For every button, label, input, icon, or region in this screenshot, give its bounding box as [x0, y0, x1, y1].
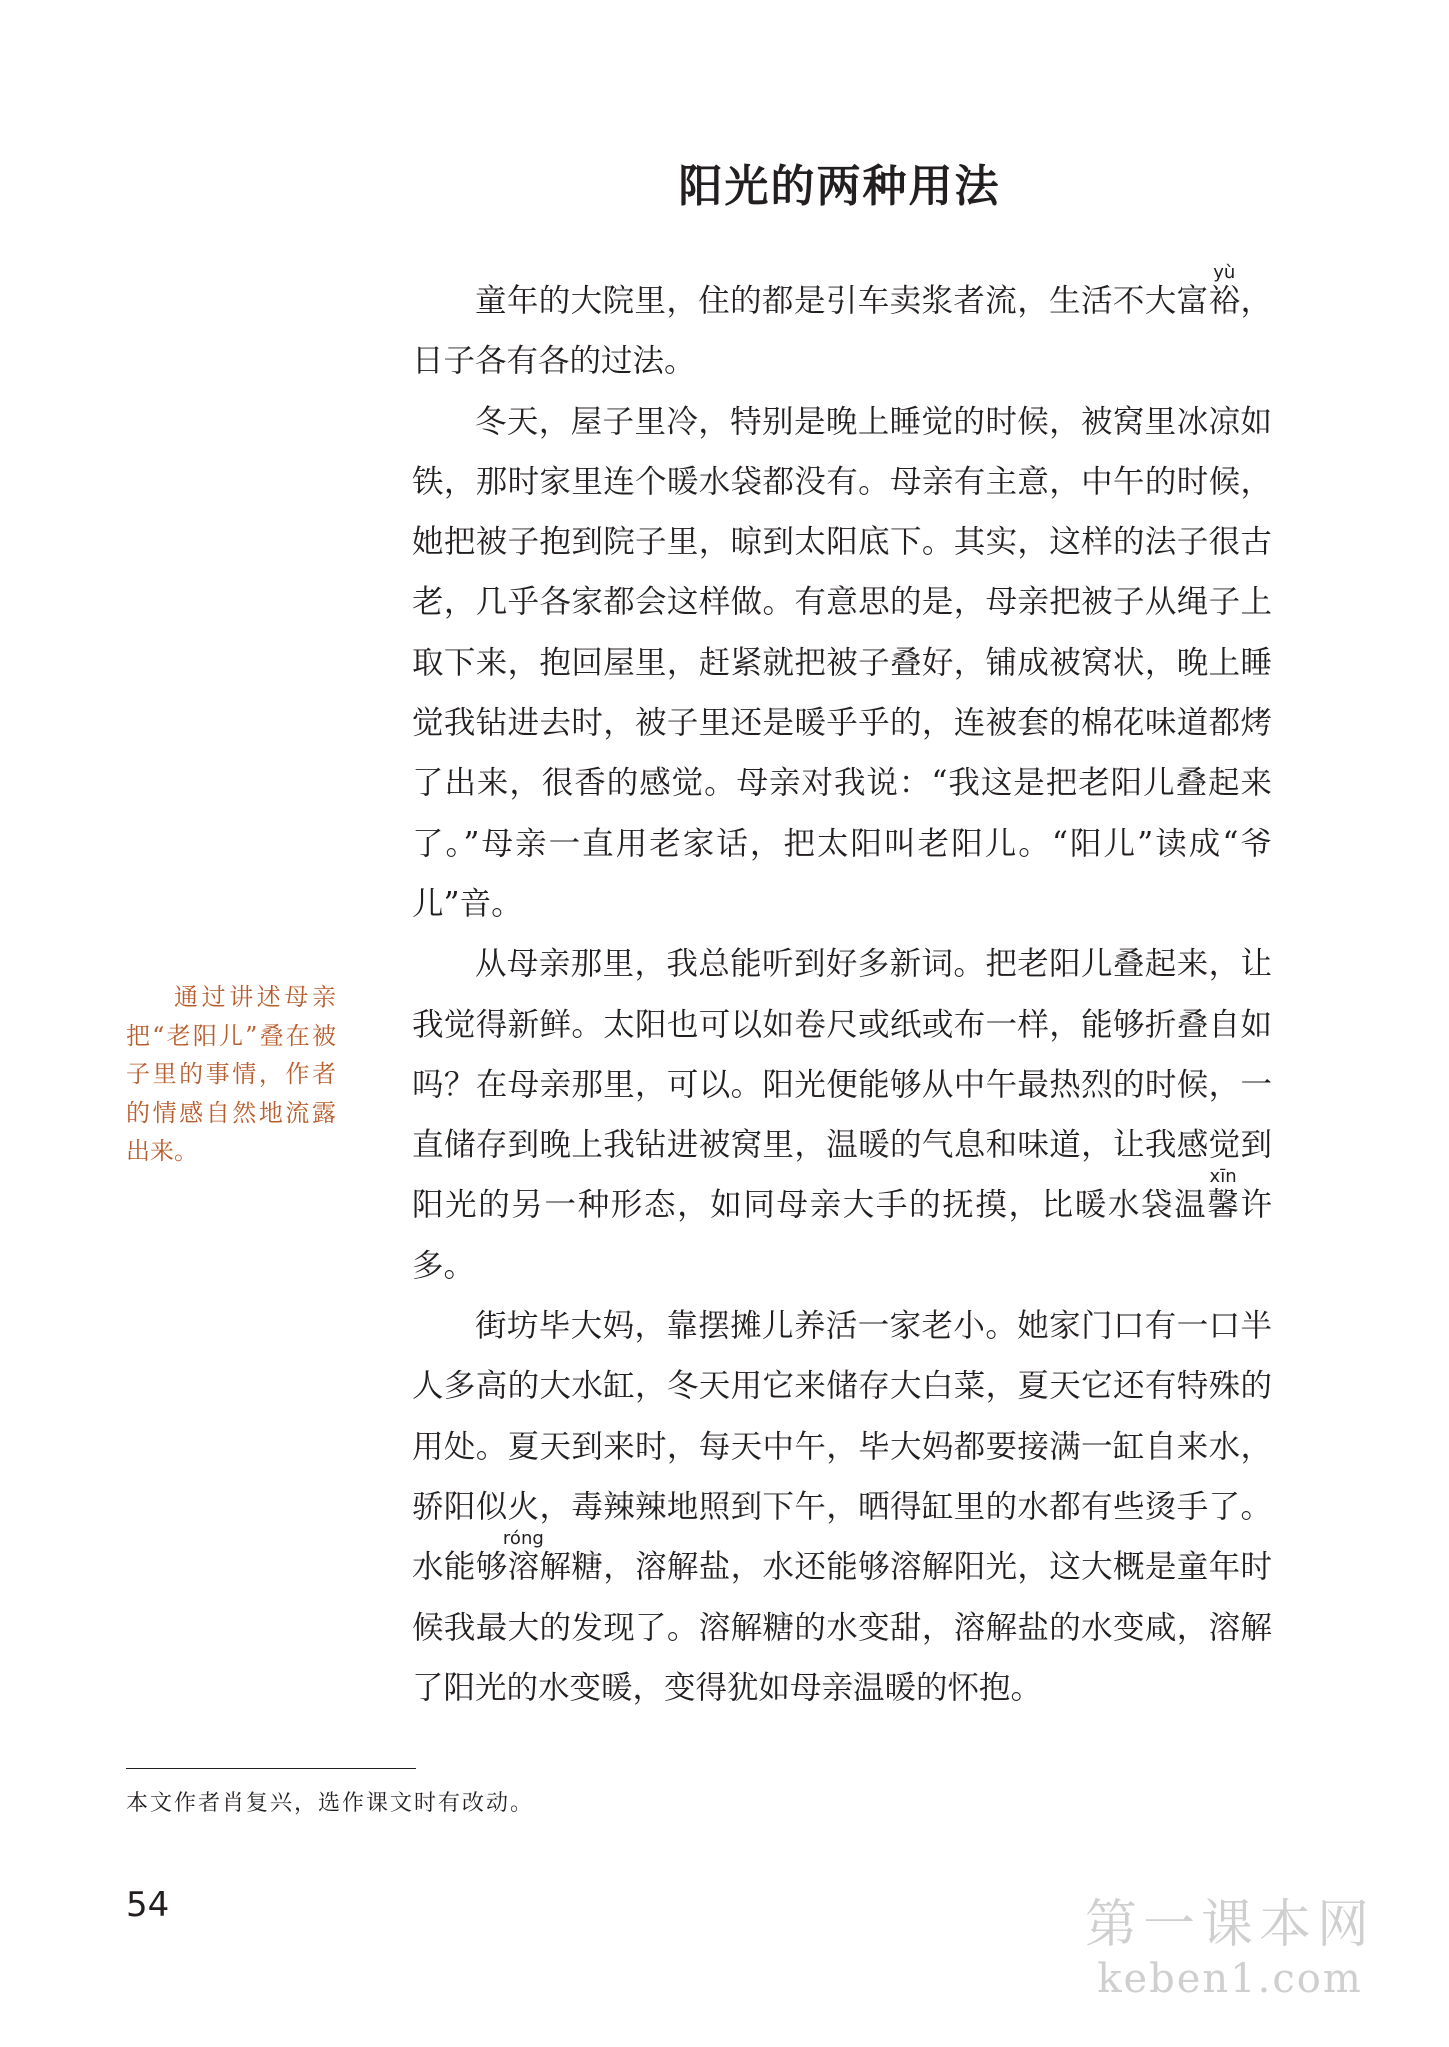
paragraph-text: 童年的大院里，住的都是引车卖浆者流，生活不大富 — [475, 283, 1209, 319]
pinyin-annotation: 裕yù — [1208, 262, 1241, 319]
article-body — [412, 264, 1272, 1718]
paragraph-3 — [412, 934, 1272, 1296]
paragraph-text: 从母亲那里，我总能听到好多新词。把老阳儿叠起来，让我觉得新鲜。太阳也可以如卷尺或纸或布一样，能够折叠自如吗？在母亲那里，可以。阳光便能够从中午最热烈的时候，一直储存到晚上我钻进被窝里，温暖的气息和味道，让我感觉到阳光的另一种形态，如同母亲大手的抚摸，比暖水袋温 — [412, 946, 1272, 1224]
article-title: 阳光的两种用法 — [678, 161, 1001, 212]
watermark — [1080, 1895, 1380, 2003]
pinyin-annotation: 馨xīn — [1207, 1166, 1241, 1224]
paragraph-1 — [412, 264, 1272, 392]
pinyin-annotation: 溶róng — [502, 1528, 544, 1586]
paragraph-text: 解糖，溶解盐，水还能够溶解阳光，这大概是童年时候我最大的发现了。溶解糖的水变甜，溶解盐的水变咸，溶解了阳光的水变暖，变得犹如母亲温暖的怀抱。 — [412, 1549, 1272, 1706]
margin-annotation: 通过讲述母亲把“老阳儿”叠在被子里的事情，作者的情感自然地流露出来。 — [126, 983, 336, 1165]
footnote-divider — [126, 1768, 416, 1769]
paragraph-text: 街坊毕大妈，靠摆摊儿养活一家老小。她家门口有一口半人多高的大水缸，冬天用它来储存大白菜，夏天它还有特殊的用处。夏天到来时，每天中午，毕大妈都要接满一缸自来水，骄阳似火，毒辣辣地照到下午，晒得缸里的水都有些烫手了。水能够 — [412, 1308, 1272, 1586]
watermark-url: keben1.com — [1097, 1956, 1363, 2002]
footnote: 本文作者肖复兴，选作课文时有改动。 — [126, 1791, 535, 1816]
paragraph-4 — [412, 1296, 1272, 1718]
page-number: 54 — [126, 1885, 170, 1925]
watermark-title: 第一课本网 — [1084, 1895, 1375, 1955]
paragraph-text: 许多。 — [412, 1187, 1272, 1284]
paragraph-text: ，日子各有各的过法。 — [412, 283, 1272, 380]
paragraph-2: 冬天，屋子里冷，特别是晚上睡觉的时候，被窝里冰凉如铁，那时家里连个暖水袋都没有。母亲有主意，中午的时候，她把被子抱到院子里，晾到太阳底下。其实，这样的法子很古老，几乎各家都会这样做。有意思的是，母亲把被子从绳子上取下来，抱回屋里，赶紧就把被子叠好，铺成被窝状，晚上睡觉我钻进去时，被子里还是暖乎乎的，连被套的棉花味道都烤了出来，很香的感觉。母亲对我说：“我这是把老阳儿叠起来了。”母亲一直用老家话，把太阳叫老阳儿。“阳儿”读成“爷儿”音。 — [412, 403, 1272, 922]
